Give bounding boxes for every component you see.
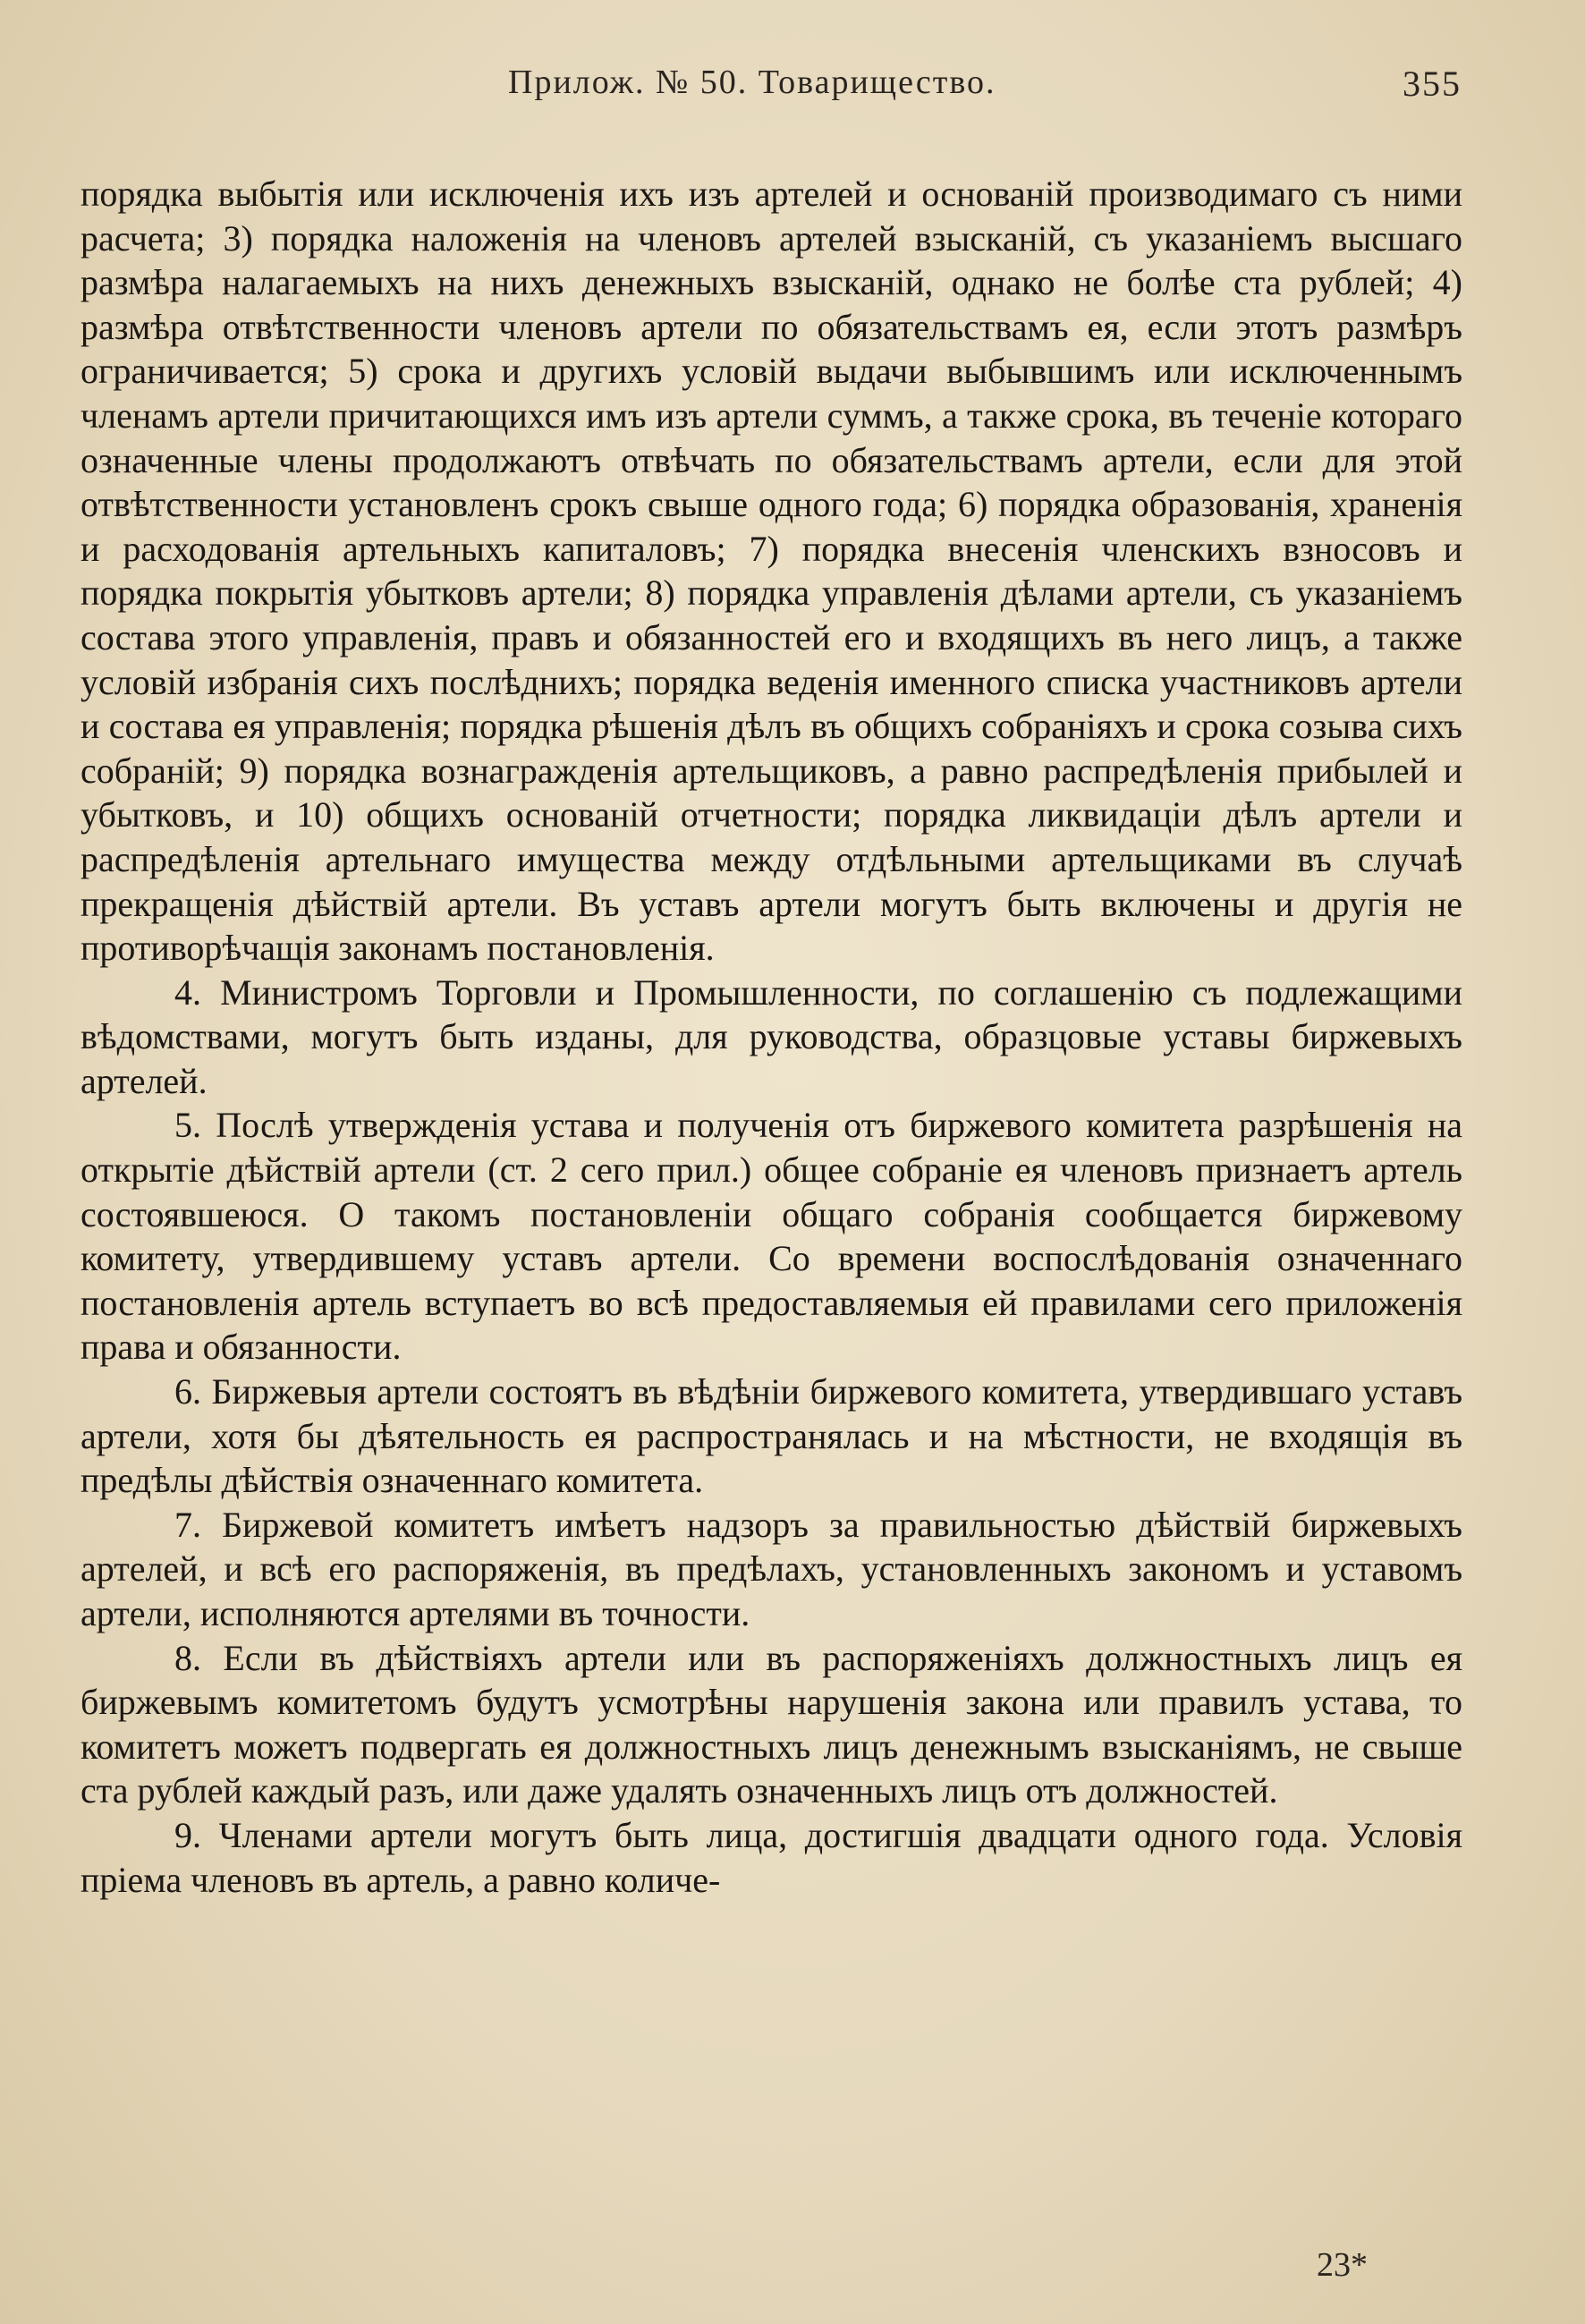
paragraph-section-4: 4. Министромъ Торговли и Промышленности, по соглашенію съ подлежащими вѣдомствами, могутъ быть изданы, для руководства, образцовые уставы биржевыхъ артелей. <box>81 971 1462 1101</box>
paragraph-section-9: 9. Членами артели могутъ быть лица, достигшія двадцати одного года. Условія пріема членовъ въ артель, а равно количе- <box>81 1814 1462 1900</box>
text-body <box>81 172 1462 1902</box>
running-head <box>0 63 1585 116</box>
paragraph-section-7: 7. Биржевой комитетъ имѣетъ надзоръ за правильностью дѣйствій биржевыхъ артелей, и всѣ его распоряженія, въ предѣлахъ, установленныхъ закономъ и уставомъ артели, исполняются артелями въ точности. <box>81 1504 1462 1633</box>
paragraph-section-6: 6. Биржевыя артели состоятъ въ вѣдѣніи биржевого комитета, утвердившаго уставъ артели, хотя бы дѣятельность ея распространялась и на мѣстности, не входящія въ предѣлы дѣйствія означеннаго комитета. <box>81 1371 1462 1501</box>
running-title: Прилож. № 50. Товарищество. <box>508 64 996 101</box>
paragraph-section-8: 8. Если въ дѣйствіяхъ артели или въ распоряженіяхъ должностныхъ лицъ ея биржевымъ комитетомъ будутъ усмотрѣны нарушенія закона или правилъ устава, то комитетъ можетъ подвергать ея должностныхъ лицъ денежнымъ взысканіямъ, не свыше ста рублей каждый разъ, или даже удалять означенныхъ лицъ отъ должностей. <box>81 1637 1462 1811</box>
signature-mark: 23* <box>1317 2246 1368 2284</box>
page-number: 355 <box>1403 64 1462 104</box>
paragraph-continuation: порядка выбытія или исключенія ихъ изъ артелей и основаній производимаго съ ними расчета; 3) порядка наложенія на членовъ артелей взысканій, съ указаніемъ высшаго размѣра налагаемыхъ на нихъ денежныхъ взысканій, однако не болѣе ста рублей; 4) размѣра отвѣтственности членовъ артели по обязательствамъ ея, если этотъ размѣръ ограничивается; 5) срока и другихъ условій выдачи выбывшимъ или исключеннымъ членамъ артели причитающихся имъ изъ артели суммъ, а также срока, въ теченіе котораго означенные члены продолжаютъ отвѣчать по обязательствамъ артели, если для этой отвѣтственности установленъ срокъ свыше одного года; 6) порядка образованія, храненія и расходованія артельныхъ капиталовъ; 7) порядка внесенія членскихъ взносовъ и порядка покрытія убытковъ артели; 8) порядка управленія дѣлами артели, съ указаніемъ состава этого управленія, правъ и обязанностей его и входящихъ въ него лицъ, а также условій избранія сихъ послѣднихъ; порядка веденія именного списка участниковъ артели и состава ея управленія; порядка рѣшенія дѣлъ въ общихъ собраніяхъ и срока созыва сихъ собраній; 9) порядка вознагражденія артельщиковъ, а равно распредѣленія прибылей и убытковъ, и 10) общихъ основаній отчетности; порядка ликвидаціи дѣлъ артели и распредѣленія артельнаго имущества между отдѣльными артельщиками въ случаѣ прекращенія дѣйствій артели. Въ уставъ артели могутъ быть включены и другія не противорѣчащія законамъ постановленія. <box>81 174 1462 969</box>
paragraph-section-5: 5. Послѣ утвержденія устава и полученія отъ биржевого комитета разрѣшенія на открытіе дѣйствій артели (ст. 2 сего прил.) общее собраніе ея членовъ признаетъ артель состоявшеюся. О такомъ постановленіи общаго собранія сообщается биржевому комитету, утвердившему уставъ артели. Со времени воспослѣдованія означеннаго постановленія артель вступаетъ во всѣ предоставляемыя ей правилами сего приложенія права и обязанности. <box>81 1105 1462 1368</box>
